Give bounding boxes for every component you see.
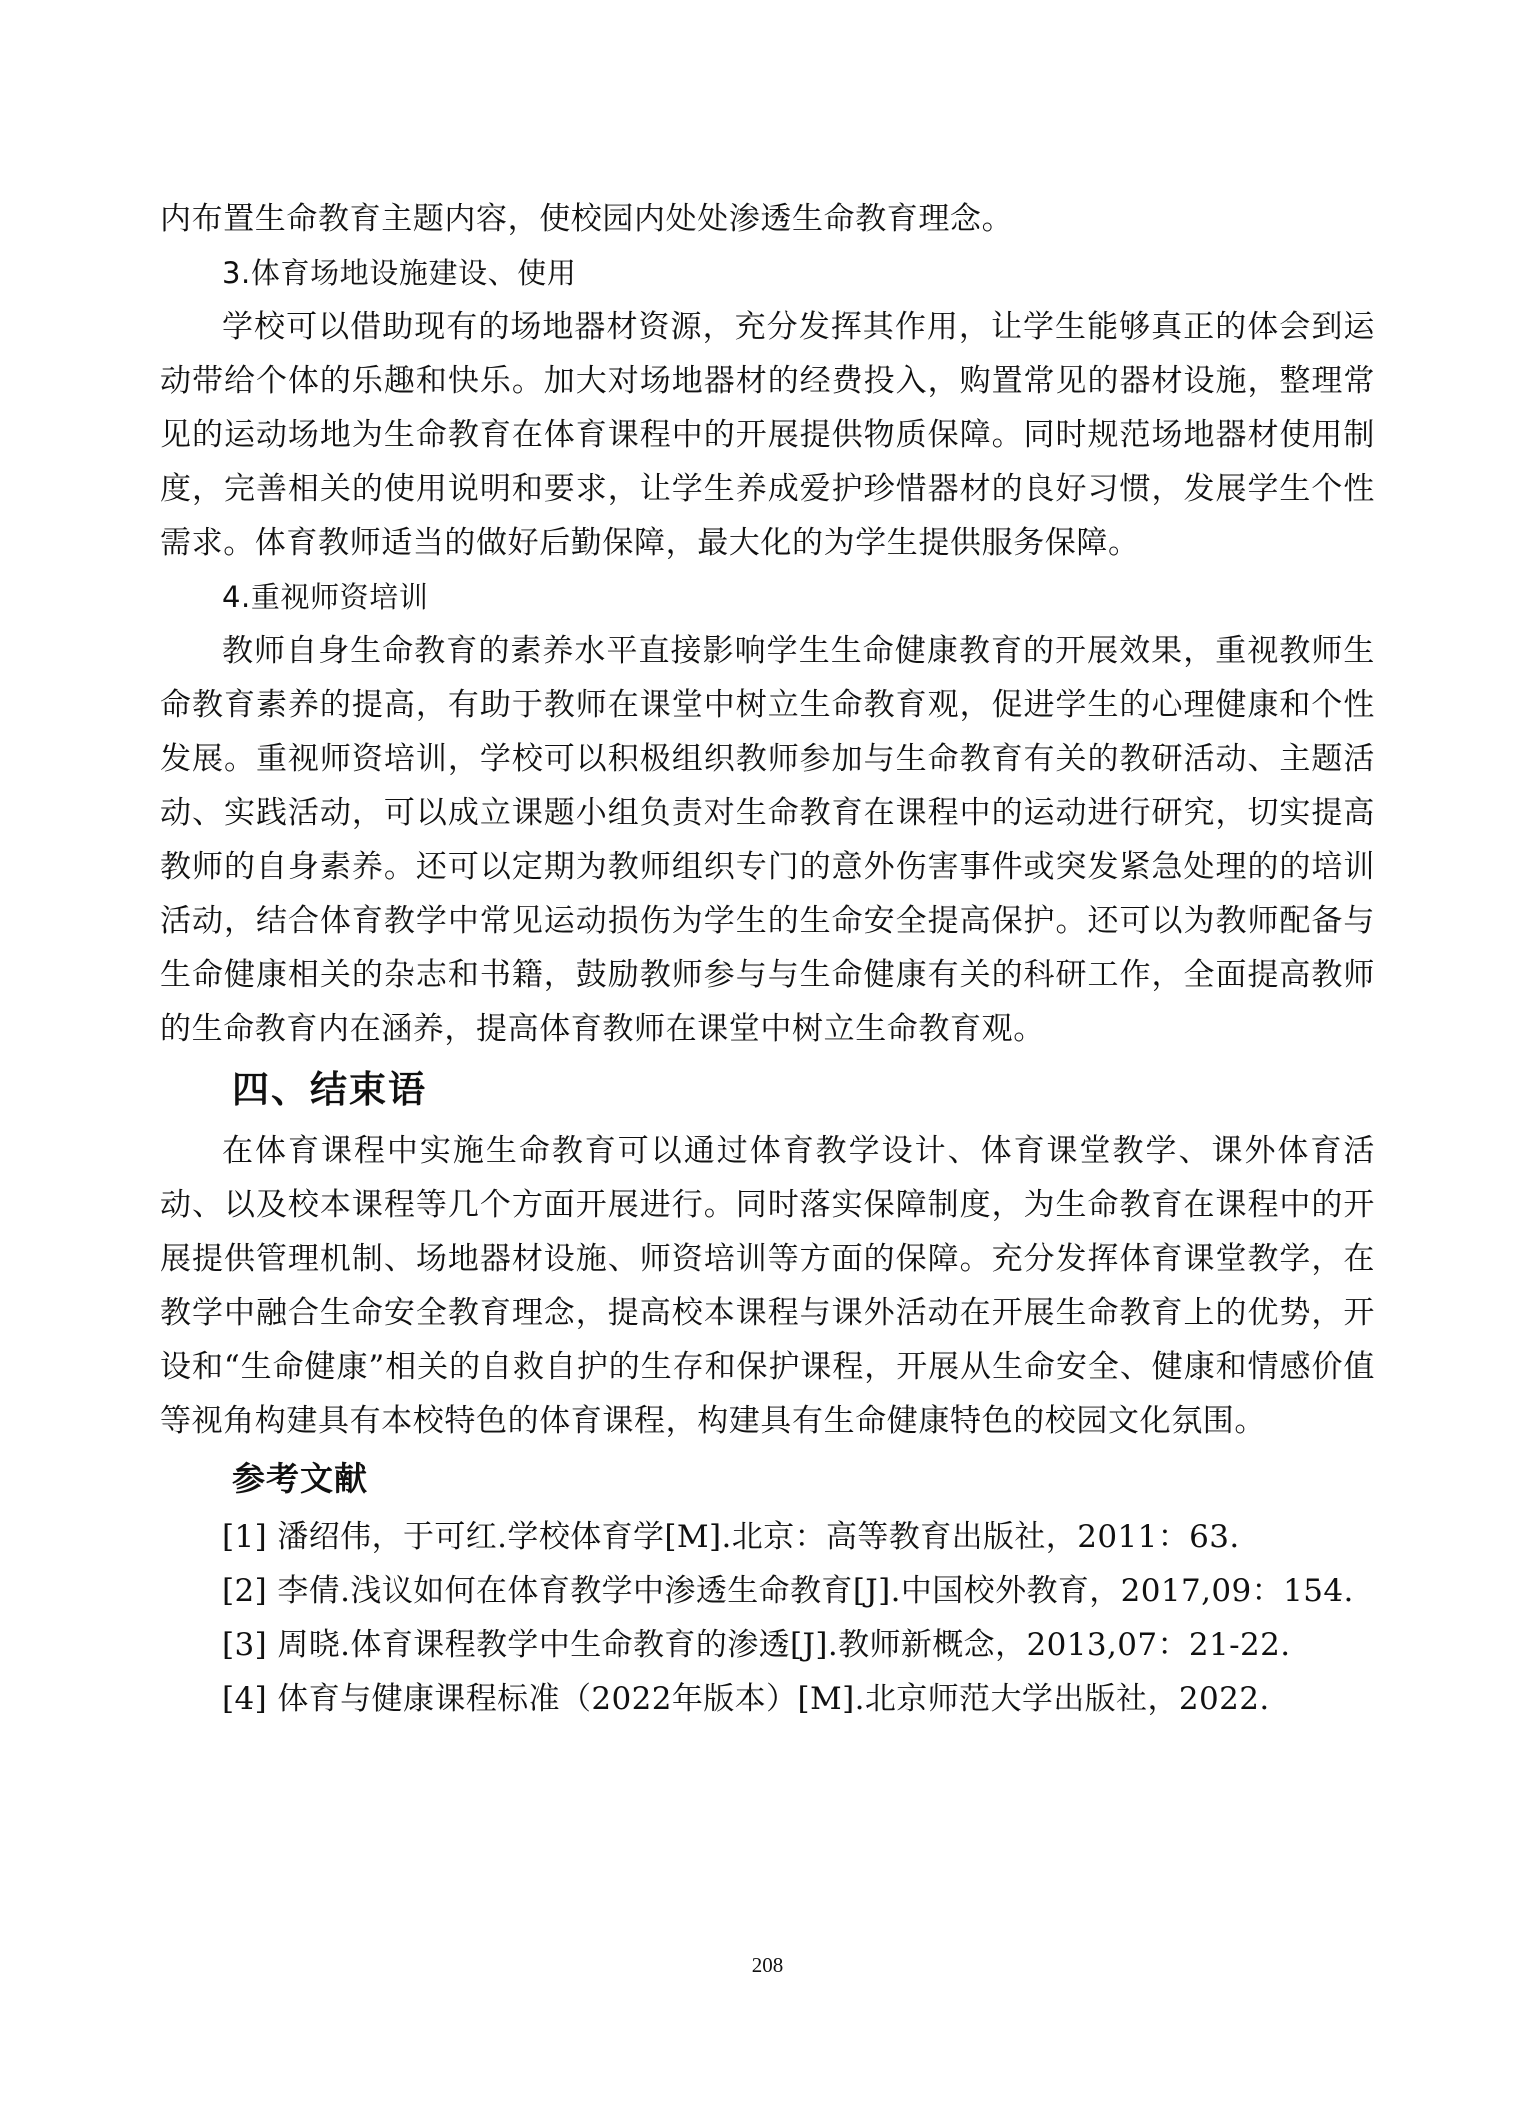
subsection-4-title: 4.重视师资培训	[222, 580, 429, 614]
reference-item-3: [3] 周晓.体育课程教学中生命教育的渗透[J].教师新概念，2013,07：21-22.	[222, 1627, 1291, 1663]
paragraph-intro-tail: 内布置生命教育主题内容，使校园内处处渗透生命教育理念。	[160, 201, 1014, 237]
paragraph-conclusion: 在体育课程中实施生命教育可以通过体育教学设计、体育课堂教学、课外体育活动、以及校本课程等几个方面开展进行。同时落实保障制度，为生命教育在课程中的开展提供管理机制、场地器材设施、师资培训等方面的保障。充分发挥体育课堂教学，在教学中融合生命安全教育理念，提高校本课程与课外活动在开展生命教育上的优势，开设和“生命健康”相关的自救自护的生存和保护课程，开展从生命安全、健康和情感价值等视角构建具有本校特色的体育课程，构建具有生命健康特色的校园文化氛围。	[160, 1133, 1375, 1439]
page-number: 208	[751, 1953, 784, 1977]
subsection-3-title: 3.体育场地设施建设、使用	[222, 256, 577, 290]
section-4-title: 四、结束语	[232, 1068, 427, 1111]
references-title: 参考文献	[232, 1459, 368, 1498]
reference-item-1: [1] 潘绍伟，于可红.学校体育学[M].北京：高等教育出版社，2011：63.	[222, 1519, 1240, 1555]
paragraph-teacher-training: 教师自身生命教育的素养水平直接影响学生生命健康教育的开展效果，重视教师生命教育素养的提高，有助于教师在课堂中树立生命教育观，促进学生的心理健康和个性发展。重视师资培训，学校可以积极组织教师参加与生命教育有关的教研活动、主题活动、实践活动，可以成立课题小组负责对生命教育在课程中的运动进行研究，切实提高教师的自身素养。还可以定期为教师组织专门的意外伤害事件或突发紧急处理的的培训活动，结合体育教学中常见运动损伤为学生的生命安全提高保护。还可以为教师配备与生命健康相关的杂志和书籍，鼓励教师参与与生命健康有关的科研工作，全面提高教师的生命教育内在涵养，提高体育教师在课堂中树立生命教育观。	[160, 633, 1375, 1047]
paragraph-facilities: 学校可以借助现有的场地器材资源，充分发挥其作用，让学生能够真正的体会到运动带给个体的乐趣和快乐。加大对场地器材的经费投入，购置常见的器材设施，整理常见的运动场地为生命教育在体育课程中的开展提供物质保障。同时规范场地器材使用制度，完善相关的使用说明和要求，让学生养成爱护珍惜器材的良好习惯，发展学生个性需求。体育教师适当的做好后勤保障，最大化的为学生提供服务保障。	[160, 309, 1375, 561]
reference-item-2: [2] 李倩.浅议如何在体育教学中渗透生命教育[J].中国校外教育，2017,09：154.	[222, 1573, 1354, 1609]
page-body	[160, 192, 1375, 1726]
reference-item-4: [4] 体育与健康课程标准（2022年版本）[M].北京师范大学出版社，2022.	[222, 1681, 1270, 1717]
reference-list	[160, 1510, 1375, 1726]
